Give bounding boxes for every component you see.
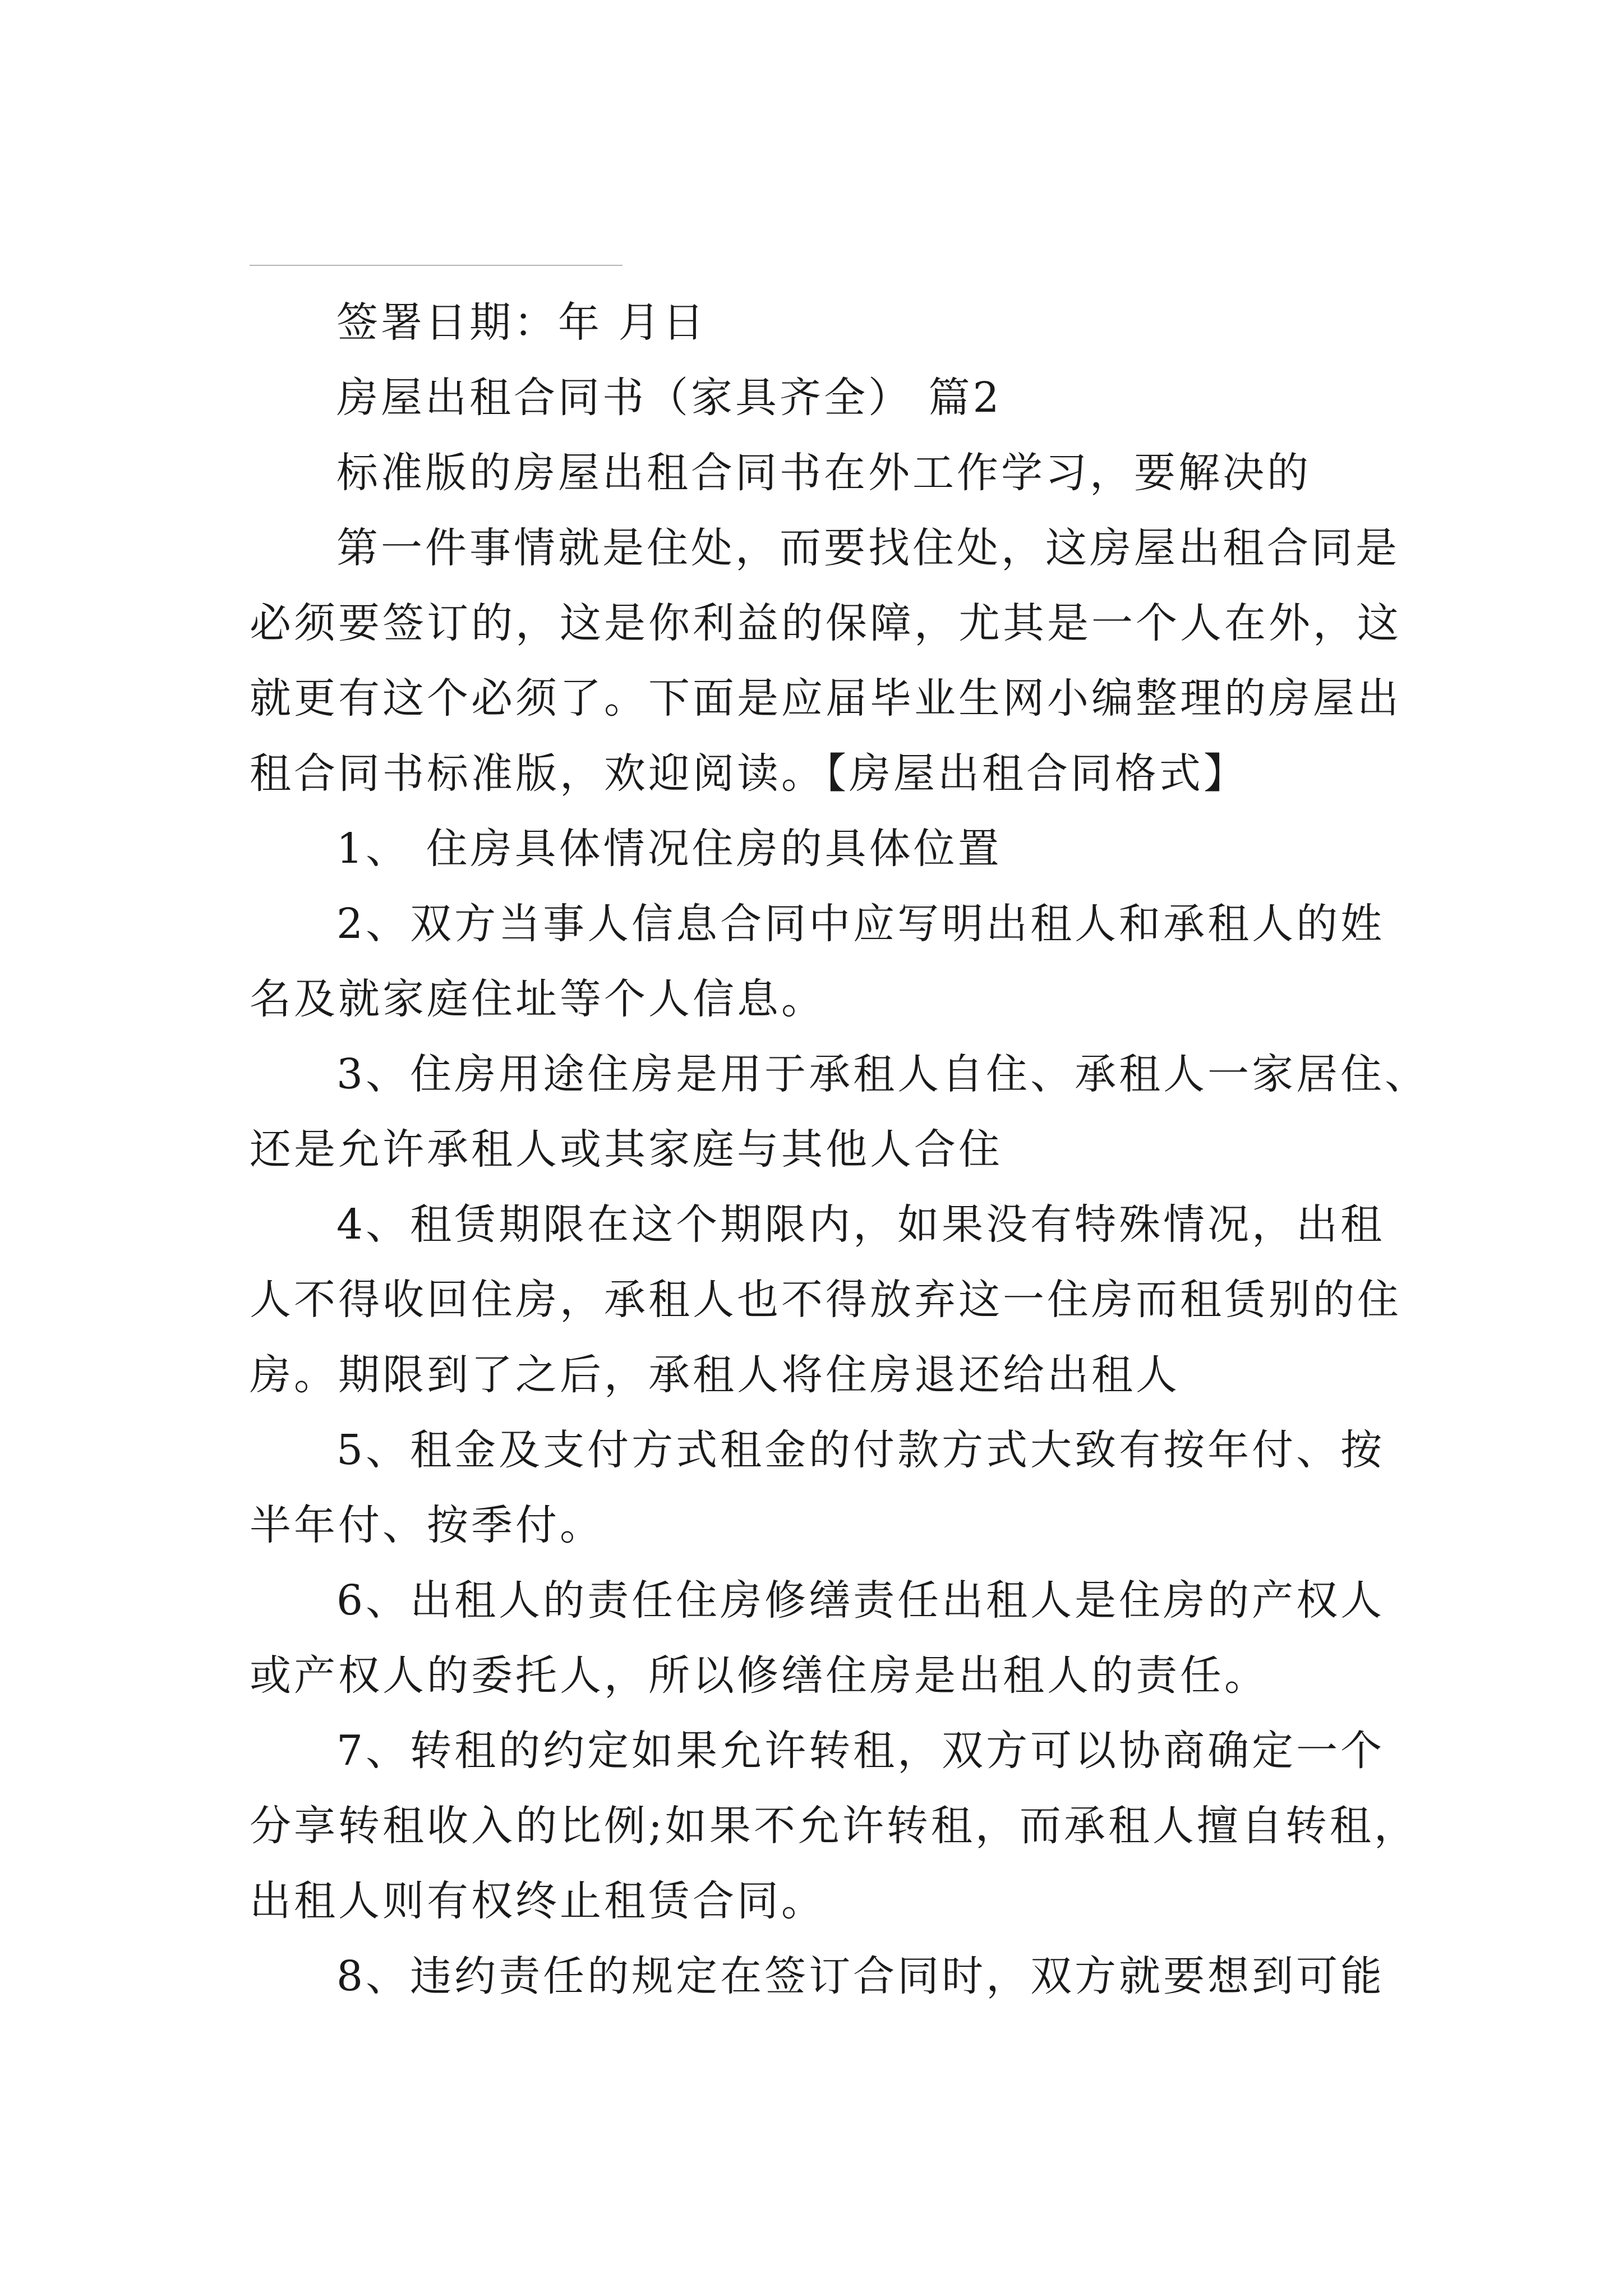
list-item-continuation: 半年付、按季付。 <box>250 1501 604 1549</box>
list-item: 8、违约责任的规定在签订合同时，双方就要想到可能 <box>336 1952 1385 2000</box>
list-item: 7、转租的约定如果允许转租，双方可以协商确定一个 <box>336 1727 1385 1775</box>
paragraph-line: 租合同书标准版，欢迎阅读。【房屋出租合同格式】 <box>250 749 1248 798</box>
paragraph-line: 第一件事情就是住处，而要找住处，这房屋出租合同是 <box>336 524 1400 572</box>
paragraph-line: 必须要签订的，这是你利益的保障，尤其是一个人在外，这 <box>250 599 1401 647</box>
list-item-continuation: 出租人则有权终止租赁合同。 <box>250 1877 826 1925</box>
section-heading: 房屋出租合同书（家具齐全） 篇2 <box>336 374 1002 422</box>
header-divider <box>250 265 623 266</box>
list-item: 4、租赁期限在这个期限内，如果没有特殊情况，出租 <box>336 1200 1385 1249</box>
list-item-continuation: 人不得收回住房，承租人也不得放弃这一住房而租赁别的住 <box>250 1276 1401 1324</box>
list-item: 6、出租人的责任住房修缮责任出租人是住房的产权人 <box>336 1576 1385 1625</box>
list-item-continuation: 还是允许承租人或其家庭与其他人合住 <box>250 1125 1003 1174</box>
list-item-continuation: 名及就家庭住址等个人信息。 <box>250 975 826 1023</box>
list-item: 1、 住房具体情况住房的具体位置 <box>336 825 1002 873</box>
list-item-continuation: 或产权人的委托人，所以修缮住房是出租人的责任。 <box>250 1651 1269 1700</box>
list-item: 2、双方当事人信息合同中应写明出租人和承租人的姓 <box>336 900 1385 948</box>
list-item-continuation: 分享转租收入的比例;如果不允许转租，而承租人擅自转租， <box>250 1802 1418 1850</box>
list-item: 3、住房用途住房是用于承租人自住、承租人一家居住、 <box>336 1050 1430 1098</box>
list-item-continuation: 房。期限到了之后，承租人将住房退还给出租人 <box>250 1351 1180 1399</box>
list-item: 5、租金及支付方式租金的付款方式大致有按年付、按 <box>336 1426 1385 1474</box>
signature-date: 签署日期：年 月日 <box>336 298 707 347</box>
paragraph-line: 就更有这个必须了。下面是应届毕业生网小编整理的房屋出 <box>250 674 1401 723</box>
paragraph-line: 标准版的房屋出租合同书在外工作学习，要解决的 <box>336 449 1311 497</box>
